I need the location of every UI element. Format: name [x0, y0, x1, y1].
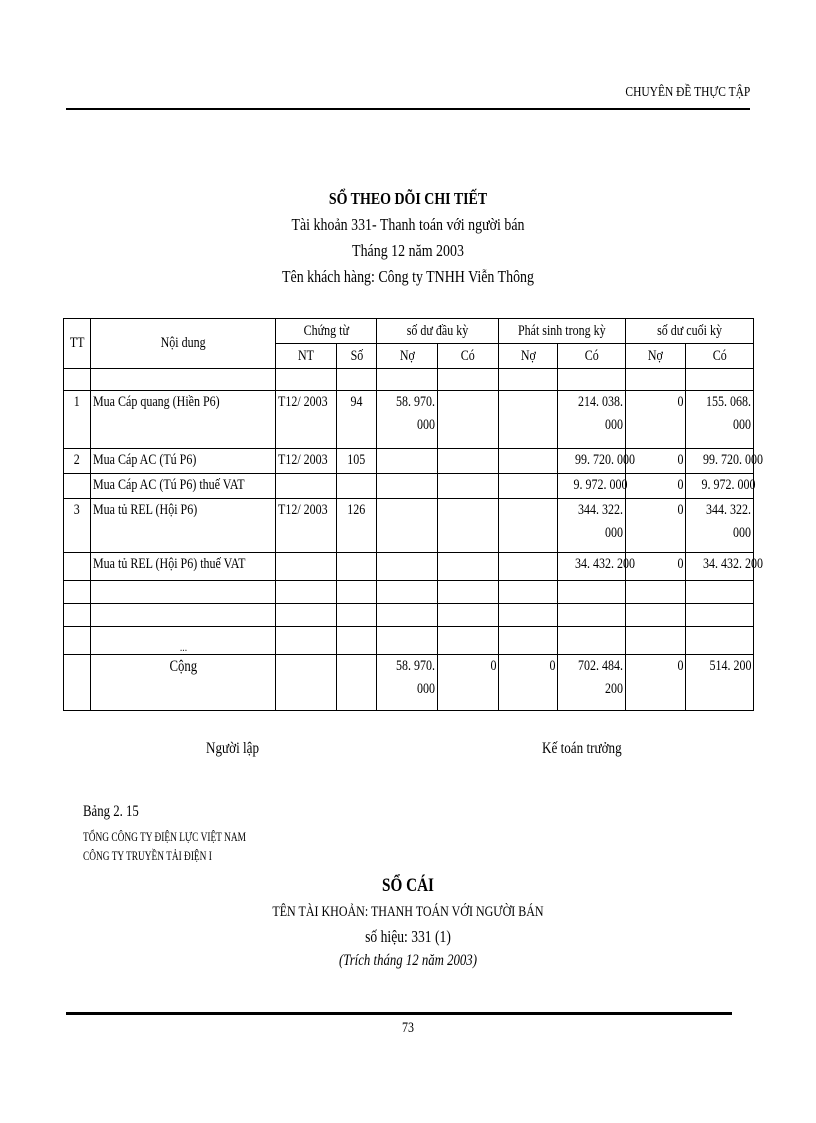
- cell-per-co: 344. 322. 000: [558, 499, 626, 553]
- cell-open-co: [438, 449, 499, 474]
- org-line-2: CÔNG TY TRUYỀN TẢI ĐIỆN I: [83, 848, 212, 863]
- footer-rule: [66, 1012, 732, 1015]
- cell-close-co: 344. 322. 000: [686, 499, 754, 553]
- col-header-open-no: Nợ: [377, 344, 438, 369]
- cell-tt: 3: [64, 499, 91, 553]
- table-row-empty: [64, 604, 754, 627]
- total-label: Cộng: [91, 655, 276, 711]
- cell-per-co: 34. 432. 200: [558, 553, 626, 581]
- total-per-co: 702. 484. 200: [558, 655, 626, 711]
- cell-content: Mua tủ REL (Hội P6): [91, 499, 276, 553]
- page-number: 73: [402, 1020, 414, 1036]
- table-number-label: Bảng 2. 15: [83, 803, 139, 820]
- table-row-ellipsis: [64, 627, 754, 655]
- total-close-co: 514. 200: [686, 655, 754, 711]
- report-title: SỔ THEO DÕI CHI TIẾT: [328, 189, 488, 208]
- col-header-per-no: Nợ: [499, 344, 558, 369]
- report-period: Tháng 12 năm 2003: [352, 241, 464, 260]
- cell-open-no: [377, 474, 438, 499]
- cell-nt: T12/ 2003: [276, 499, 337, 553]
- cell-per-co: 214. 038. 000: [558, 391, 626, 449]
- col-header-closing: số dư cuối kỳ: [626, 319, 754, 344]
- cell-tt: 2: [64, 449, 91, 474]
- table-total-row: [64, 655, 754, 711]
- cell-open-co: [438, 553, 499, 581]
- cell-open-no: [377, 553, 438, 581]
- cell-open-no: [377, 449, 438, 474]
- cell-ellipsis: ...: [91, 627, 276, 655]
- cell-so: [337, 474, 377, 499]
- cell-so: 94: [337, 391, 377, 449]
- cell-tt: [64, 553, 91, 581]
- cell-nt: T12/ 2003: [276, 391, 337, 449]
- page-header-title: CHUYÊN ĐỀ THỰC TẬP: [625, 85, 750, 100]
- table-row: [64, 553, 754, 581]
- cell-per-no: [499, 391, 558, 449]
- total-per-no: 0: [499, 655, 558, 711]
- col-header-opening: số dư đầu kỳ: [377, 319, 499, 344]
- cell-so: 105: [337, 449, 377, 474]
- cell-per-co: 99. 720. 000: [558, 449, 626, 474]
- col-header-close-co: Có: [686, 344, 754, 369]
- cell-nt: [276, 553, 337, 581]
- general-ledger-extract: (Trích tháng 12 năm 2003): [339, 952, 477, 969]
- cell-tt: 1: [64, 391, 91, 449]
- col-header-voucher: Chứng từ: [276, 319, 377, 344]
- table-header-row: [64, 319, 754, 344]
- cell-open-co: [438, 474, 499, 499]
- general-ledger-titles: [0, 872, 816, 972]
- cell-close-no: 0: [626, 391, 686, 449]
- table-row: [64, 391, 754, 449]
- detail-ledger-table: [63, 318, 763, 711]
- cell-content: Mua Cáp AC (Tú P6) thuế VAT: [91, 474, 276, 499]
- table-row: [64, 474, 754, 499]
- cell-close-co: 155. 068. 000: [686, 391, 754, 449]
- cell-close-no: 0: [626, 474, 686, 499]
- cell-content: Mua tủ REL (Hội P6) thuế VAT: [91, 553, 276, 581]
- total-close-no: 0: [626, 655, 686, 711]
- table-row: [64, 449, 754, 474]
- general-ledger-account-code: số hiệu: 331 (1): [365, 927, 451, 946]
- cell-open-co: [438, 499, 499, 553]
- cell-close-no: 0: [626, 553, 686, 581]
- cell-per-no: [499, 449, 558, 474]
- report-titles: [0, 186, 816, 290]
- cell-close-co: 99. 720. 000: [686, 449, 754, 474]
- table-row-empty: [64, 581, 754, 604]
- total-open-co: 0: [438, 655, 499, 711]
- cell-close-co: 9. 972. 000: [686, 474, 754, 499]
- table-row: [64, 499, 754, 553]
- cell-close-no: 0: [626, 449, 686, 474]
- col-header-period: Phát sinh trong kỳ: [499, 319, 626, 344]
- col-header-nt: NT: [276, 344, 337, 369]
- cell-nt: T12/ 2003: [276, 449, 337, 474]
- cell-open-no: [377, 499, 438, 553]
- cell-nt: [276, 474, 337, 499]
- general-ledger-account-name: TÊN TÀI KHOẢN: THANH TOÁN VỚI NGƯỜI BÁN: [272, 904, 544, 920]
- col-header-per-co: Có: [558, 344, 626, 369]
- cell-per-no: [499, 553, 558, 581]
- cell-close-co: 34. 432. 200: [686, 553, 754, 581]
- cell-so: 126: [337, 499, 377, 553]
- cell-content: Mua Cáp quang (Hiền P6): [91, 391, 276, 449]
- col-header-close-no: Nợ: [626, 344, 686, 369]
- col-header-tt: TT: [64, 319, 91, 369]
- col-header-so: Số: [337, 344, 377, 369]
- col-header-content: Nội dung: [91, 319, 276, 369]
- cell-per-no: [499, 474, 558, 499]
- cell-open-co: [438, 391, 499, 449]
- report-customer: Tên khách hàng: Công ty TNHH Viễn Thông: [282, 267, 534, 286]
- signature-chief-accountant: Kế toán trưởng: [542, 740, 622, 757]
- header-rule: [66, 108, 750, 110]
- cell-per-co: 9. 972. 000: [558, 474, 626, 499]
- cell-tt: [64, 474, 91, 499]
- org-line-1: TỔNG CÔNG TY ĐIỆN LỰC VIỆT NAM: [83, 829, 246, 844]
- cell-open-no: 58. 970. 000: [377, 391, 438, 449]
- cell-close-no: 0: [626, 499, 686, 553]
- cell-content: Mua Cáp AC (Tú P6): [91, 449, 276, 474]
- cell-so: [337, 553, 377, 581]
- report-account: Tài khoản 331- Thanh toán với người bán: [291, 215, 525, 234]
- total-open-no: 58. 970. 000: [377, 655, 438, 711]
- signature-preparer: Người lập: [206, 740, 260, 757]
- cell-per-no: [499, 499, 558, 553]
- general-ledger-title: SỔ CÁI: [382, 875, 434, 896]
- table-row-spacer: [64, 369, 754, 391]
- col-header-open-co: Có: [438, 344, 499, 369]
